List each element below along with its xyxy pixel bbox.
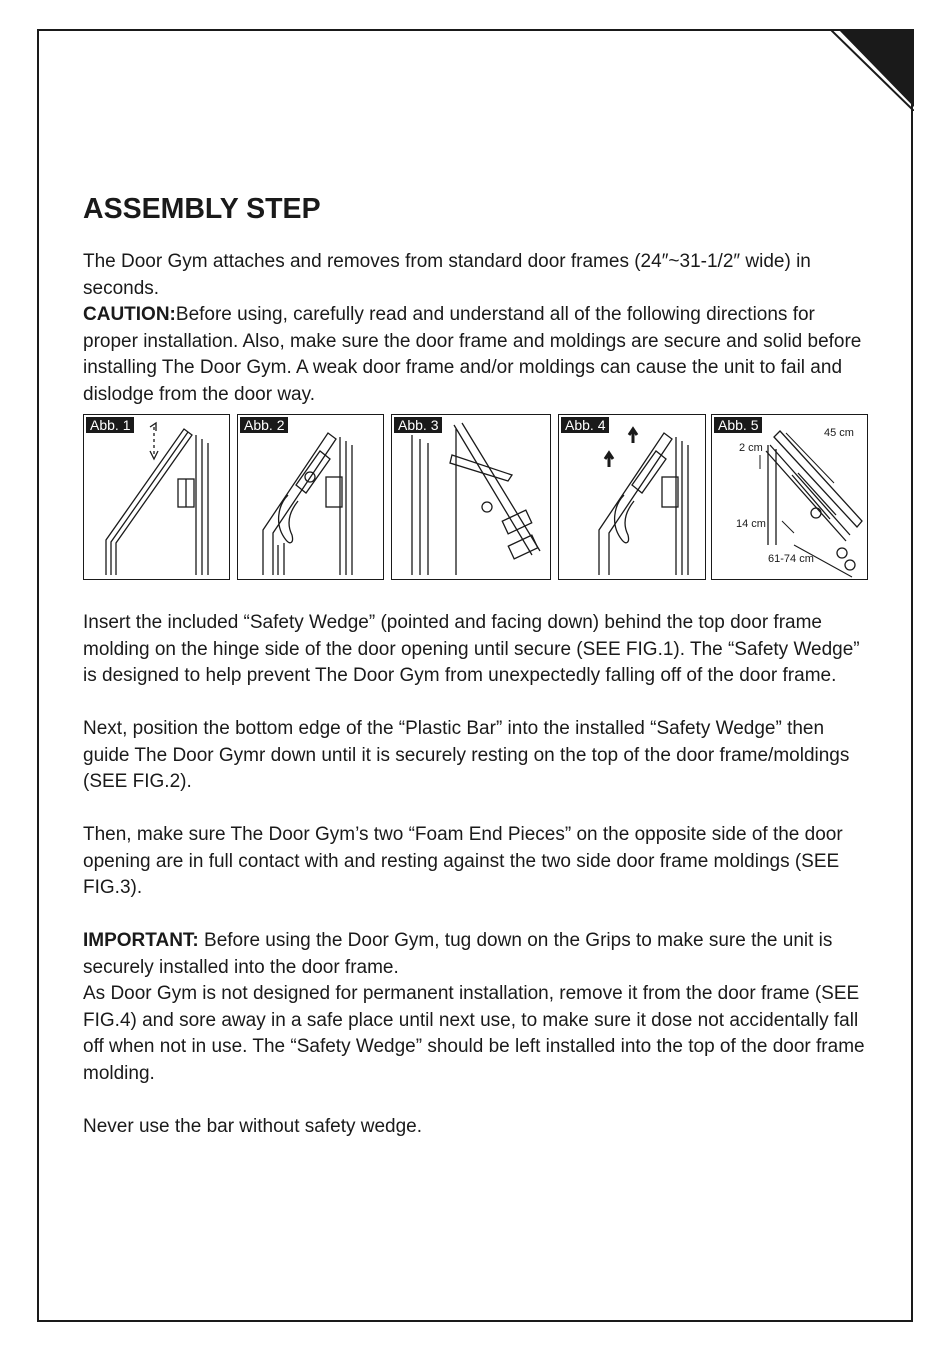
intro-paragraph: The Door Gym attaches and removes from standard door frames (24″~31-1/2″ wide) in seconds. (83, 251, 811, 299)
figure-3-label: Abb. 3 (394, 417, 442, 433)
figure-2 (237, 414, 384, 580)
document-body (83, 193, 873, 1140)
bar-on-wedge-illustration (238, 415, 384, 580)
important-label: IMPORTANT: (83, 930, 199, 951)
important-text: Before using the Door Gym, tug down on the Grips to make sure the unit is securely installed into the door frame. (83, 930, 833, 978)
caution-label: CAUTION: (83, 304, 176, 325)
dimension-45cm: 45 cm (824, 427, 854, 439)
figure-5-label: Abb. 5 (714, 417, 762, 433)
figure-2-label: Abb. 2 (240, 417, 288, 433)
figure-strip (83, 414, 873, 592)
figure-1-label: Abb. 1 (86, 417, 134, 433)
dimension-61-74cm: 61-74 cm (768, 553, 814, 565)
removal-paragraph: As Door Gym is not designed for permanent installation, remove it from the door frame (SEE FIG.4) and sore away in a safe place until next use, to make sure it dose not accidentally fall off when not in use. The “Safety Wedge” should be left installed into the top of the door frame molding. (83, 983, 865, 1084)
foam-end-pieces-illustration (392, 415, 551, 580)
dimension-14cm: 14 cm (736, 518, 766, 530)
figure-4-label: Abb. 4 (561, 417, 609, 433)
important-paragraph (83, 928, 873, 981)
removal-arrows-illustration (559, 415, 706, 580)
figure-1 (83, 414, 230, 580)
dimension-2cm: 2 cm (739, 442, 763, 454)
figure-5 (711, 414, 868, 580)
caution-paragraph (83, 302, 873, 408)
figure-3 (391, 414, 551, 580)
door-frame-wedge-illustration (84, 415, 230, 580)
figure-4 (558, 414, 706, 580)
warning-paragraph: Never use the bar without safety wedge. (83, 1115, 423, 1137)
step2-paragraph: Next, position the bottom edge of the “Plastic Bar” into the installed “Safety Wedge” then guide The Door Gymr down until it is securely resting on the top of the door frame/moldings (SEE FIG.2). (83, 718, 850, 792)
corner-tab-mark (830, 29, 914, 111)
section-title: ASSEMBLY STEP (83, 193, 321, 225)
step3-paragraph: Then, make sure The Door Gym’s two “Foam End Pieces” on the opposite side of the door opening are in full contact with and resting against the two side door frame moldings (SEE FIG.3). (83, 824, 843, 898)
caution-text: Before using, carefully read and understand all of the following directions for proper installation. Also, make sure the door frame and moldings are secure and solid before installing The Door Gym. A weak door frame and/or moldings can cause the unit to fail and dislodge from the door way. (83, 304, 862, 405)
step1-paragraph: Insert the included “Safety Wedge” (pointed and facing down) behind the top door frame molding on the hinge side of the door opening until secure (SEE FIG.1). The “Safety Wedge” is designed to help prevent The Door Gym from unexpectedly falling off of the door frame. (83, 612, 860, 686)
